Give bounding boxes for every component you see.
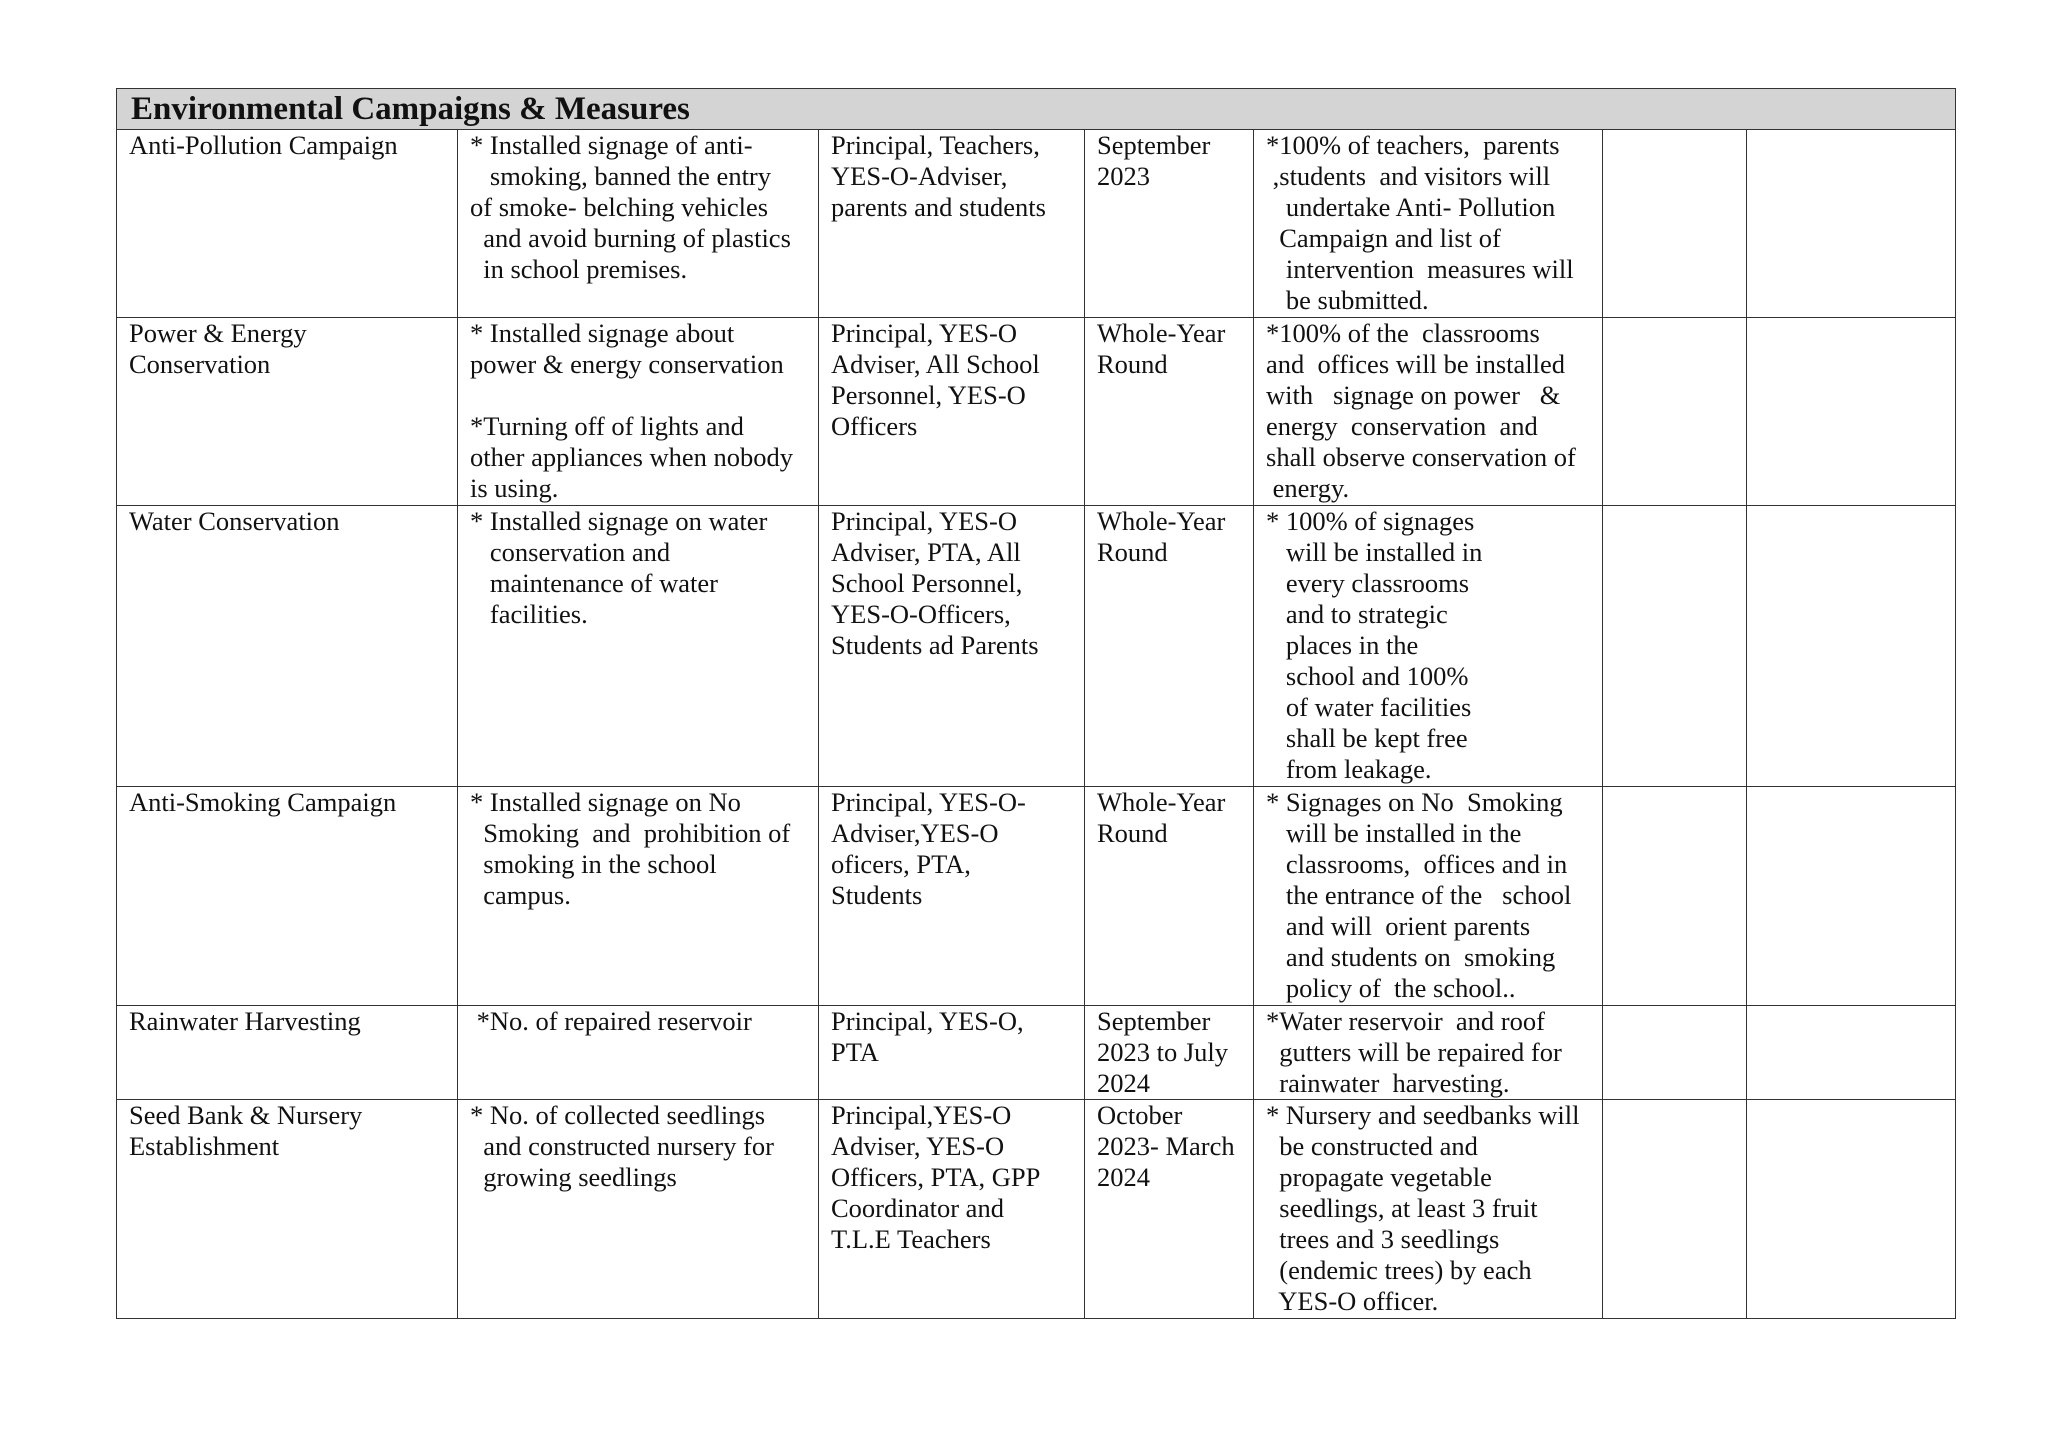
text-line: *No. of repaired reservoir — [470, 1006, 752, 1036]
empty-cell — [1747, 1100, 1956, 1319]
target-text — [1254, 506, 1602, 785]
persons-cell — [819, 1100, 1085, 1319]
table-row — [117, 1006, 1956, 1100]
target-cell — [1254, 506, 1603, 787]
text-line: Adviser, PTA, All — [831, 537, 1021, 567]
persons-text — [819, 130, 1084, 223]
text-line: shall be kept free — [1266, 723, 1468, 753]
activity-text — [117, 130, 457, 161]
text-line: rainwater harvesting. — [1266, 1068, 1510, 1098]
strategies-text — [458, 1100, 818, 1193]
text-line: * Installed signage on No — [470, 787, 741, 817]
strategies-text — [458, 130, 818, 285]
text-line: Rainwater Harvesting — [129, 1006, 361, 1036]
persons-text — [819, 1100, 1084, 1255]
text-line: October — [1097, 1100, 1183, 1130]
timeframe-cell — [1085, 506, 1254, 787]
timeframe-cell — [1085, 318, 1254, 506]
text-line: September — [1097, 1006, 1211, 1036]
strategies-text — [458, 318, 818, 504]
text-line: 2023 to July — [1097, 1037, 1229, 1067]
text-line: shall observe conservation of — [1266, 442, 1576, 472]
target-text — [1254, 787, 1602, 1004]
text-line: Students — [831, 880, 923, 910]
text-line — [470, 380, 808, 411]
text-line: Principal, Teachers, — [831, 130, 1040, 160]
text-line: from leakage. — [1266, 754, 1432, 784]
text-line: 2023- March — [1097, 1131, 1235, 1161]
text-line: Whole-Year — [1097, 506, 1226, 536]
text-line: parents and students — [831, 192, 1046, 222]
text-line: Students ad Parents — [831, 630, 1039, 660]
target-text — [1254, 1100, 1602, 1317]
table-row — [117, 318, 1956, 506]
empty-cell — [1603, 1100, 1747, 1319]
text-line: and constructed nursery for — [470, 1131, 774, 1161]
strategies-cell — [458, 1006, 819, 1100]
text-line: Water Conservation — [129, 506, 340, 536]
text-line: Establishment — [129, 1131, 280, 1161]
text-line: 2024 — [1097, 1068, 1150, 1098]
text-line: YES-O-Officers, — [831, 599, 1011, 629]
section-header-cell — [117, 89, 1956, 130]
text-line: trees and 3 seedlings — [1266, 1224, 1500, 1254]
timeframe-cell — [1085, 787, 1254, 1006]
activity-cell — [117, 787, 458, 1006]
text-line: be constructed and — [1266, 1131, 1478, 1161]
empty-cell — [1747, 787, 1956, 1006]
text-line: in school premises. — [470, 254, 688, 284]
persons-text — [819, 506, 1084, 661]
text-line: T.L.E Teachers — [831, 1224, 991, 1254]
activity-text — [117, 787, 457, 818]
text-line: policy of the school.. — [1266, 973, 1516, 1003]
persons-cell — [819, 130, 1085, 318]
timeframe-text — [1085, 506, 1253, 568]
text-line: and offices will be installed — [1266, 349, 1566, 379]
strategies-cell — [458, 318, 819, 506]
text-line: Personnel, YES-O — [831, 380, 1026, 410]
text-line: Adviser, YES-O — [831, 1131, 1005, 1161]
text-line: 2024 — [1097, 1162, 1150, 1192]
text-line: *Turning off of lights and — [470, 411, 744, 441]
text-line: Principal, YES-O, — [831, 1006, 1024, 1036]
text-line: school and 100% — [1266, 661, 1469, 691]
timeframe-text — [1085, 318, 1253, 380]
text-line: Whole-Year — [1097, 318, 1226, 348]
target-cell — [1254, 787, 1603, 1006]
text-line: September — [1097, 130, 1211, 160]
activity-text — [117, 1006, 457, 1037]
activity-cell — [117, 1100, 458, 1319]
target-text — [1254, 318, 1602, 504]
activity-cell — [117, 1006, 458, 1100]
text-line: * Installed signage of anti- — [470, 130, 753, 160]
text-line: facilities. — [470, 599, 588, 629]
strategies-cell — [458, 130, 819, 318]
text-line: with signage on power & — [1266, 380, 1561, 410]
text-line: other appliances when nobody — [470, 442, 794, 472]
campaigns-table — [116, 88, 1956, 1319]
text-line: Principal, YES-O — [831, 506, 1017, 536]
text-line: Round — [1097, 349, 1168, 379]
text-line: Principal,YES-O — [831, 1100, 1012, 1130]
text-line: energy conservation and — [1266, 411, 1538, 441]
strategies-text — [458, 506, 818, 630]
activity-cell — [117, 130, 458, 318]
persons-cell — [819, 1006, 1085, 1100]
text-line: gutters will be repaired for — [1266, 1037, 1562, 1067]
text-line: Whole-Year — [1097, 787, 1226, 817]
table-row — [117, 506, 1956, 787]
table-row — [117, 787, 1956, 1006]
empty-cell — [1747, 1006, 1956, 1100]
target-text — [1254, 130, 1602, 316]
text-line: Anti-Pollution Campaign — [129, 130, 398, 160]
text-line: * Signages on No Smoking — [1266, 787, 1563, 817]
text-line: smoking, banned the entry — [470, 161, 772, 191]
timeframe-cell — [1085, 130, 1254, 318]
section-header-row — [117, 89, 1956, 130]
text-line: power & energy conservation — [470, 349, 784, 379]
text-line: *100% of teachers, parents — [1266, 130, 1560, 160]
text-line: YES-O-Adviser, — [831, 161, 1008, 191]
text-line: PTA — [831, 1037, 879, 1067]
empty-cell — [1603, 506, 1747, 787]
strategies-text — [458, 1006, 818, 1037]
text-line: Conservation — [129, 349, 271, 379]
text-line: classrooms, offices and in — [1266, 849, 1568, 879]
text-line: oficers, PTA, — [831, 849, 971, 879]
timeframe-text — [1085, 1006, 1253, 1099]
text-line: and students on smoking — [1266, 942, 1556, 972]
empty-cell — [1603, 130, 1747, 318]
text-line: Anti-Smoking Campaign — [129, 787, 397, 817]
target-cell — [1254, 1100, 1603, 1319]
text-line: will be installed in — [1266, 537, 1483, 567]
activity-text — [117, 318, 457, 380]
text-line: is using. — [470, 473, 559, 503]
target-cell — [1254, 1006, 1603, 1100]
text-line: Principal, YES-O- — [831, 787, 1026, 817]
text-line: Round — [1097, 818, 1168, 848]
text-line: Principal, YES-O — [831, 318, 1017, 348]
persons-text — [819, 318, 1084, 442]
text-line: Smoking and prohibition of — [470, 818, 791, 848]
persons-text — [819, 787, 1084, 911]
text-line: propagate vegetable — [1266, 1162, 1492, 1192]
text-line: School Personnel, — [831, 568, 1023, 598]
text-line: campus. — [470, 880, 571, 910]
text-line: Campaign and list of — [1266, 223, 1501, 253]
text-line: of water facilities — [1266, 692, 1472, 722]
empty-cell — [1603, 318, 1747, 506]
persons-cell — [819, 787, 1085, 1006]
text-line: Seed Bank & Nursery — [129, 1100, 363, 1130]
activity-cell — [117, 318, 458, 506]
text-line: maintenance of water — [470, 568, 718, 598]
text-line: and avoid burning of plastics — [470, 223, 791, 253]
text-line: ,students and visitors will — [1266, 161, 1551, 191]
activity-text — [117, 1100, 457, 1162]
target-cell — [1254, 318, 1603, 506]
section-title: Environmental Campaigns & Measures — [131, 91, 690, 127]
strategies-cell — [458, 506, 819, 787]
text-line: intervention measures will — [1266, 254, 1574, 284]
strategies-cell — [458, 787, 819, 1006]
timeframe-cell — [1085, 1100, 1254, 1319]
text-line: and will orient parents — [1266, 911, 1531, 941]
text-line: * Installed signage on water — [470, 506, 768, 536]
timeframe-text — [1085, 787, 1253, 849]
text-line: Officers, PTA, GPP — [831, 1162, 1041, 1192]
timeframe-text — [1085, 1100, 1253, 1193]
text-line: * No. of collected seedlings — [470, 1100, 766, 1130]
text-line: conservation and — [470, 537, 671, 567]
text-line: YES-O officer. — [1266, 1286, 1439, 1316]
text-line: undertake Anti- Pollution — [1266, 192, 1556, 222]
text-line: and to strategic — [1266, 599, 1448, 629]
persons-cell — [819, 318, 1085, 506]
text-line: * 100% of signages — [1266, 506, 1475, 536]
text-line: Officers — [831, 411, 918, 441]
persons-cell — [819, 506, 1085, 787]
text-line: Power & Energy — [129, 318, 307, 348]
text-line: *100% of the classrooms — [1266, 318, 1540, 348]
empty-cell — [1603, 787, 1747, 1006]
text-line: Coordinator and — [831, 1193, 1004, 1223]
timeframe-cell — [1085, 1006, 1254, 1100]
text-line: every classrooms — [1266, 568, 1470, 598]
target-text — [1254, 1006, 1602, 1099]
text-line: will be installed in the — [1266, 818, 1522, 848]
activity-cell — [117, 506, 458, 787]
text-line: of smoke- belching vehicles — [470, 192, 769, 222]
table-row — [117, 130, 1956, 318]
text-line: Adviser,YES-O — [831, 818, 999, 848]
strategies-text — [458, 787, 818, 911]
persons-text — [819, 1006, 1084, 1068]
empty-cell — [1747, 130, 1956, 318]
empty-cell — [1747, 506, 1956, 787]
text-line: (endemic trees) by each — [1266, 1255, 1532, 1285]
strategies-cell — [458, 1100, 819, 1319]
text-line: growing seedlings — [470, 1162, 677, 1192]
text-line: energy. — [1266, 473, 1350, 503]
text-line: the entrance of the school — [1266, 880, 1572, 910]
timeframe-text — [1085, 130, 1253, 192]
text-line: *Water reservoir and roof — [1266, 1006, 1545, 1036]
text-line: Adviser, All School — [831, 349, 1040, 379]
text-line: * Nursery and seedbanks will — [1266, 1100, 1580, 1130]
text-line: smoking in the school — [470, 849, 717, 879]
table-row — [117, 1100, 1956, 1319]
text-line: Round — [1097, 537, 1168, 567]
empty-cell — [1747, 318, 1956, 506]
text-line: places in the — [1266, 630, 1419, 660]
text-line: * Installed signage about — [470, 318, 735, 348]
target-cell — [1254, 130, 1603, 318]
activity-text — [117, 506, 457, 537]
empty-cell — [1603, 1006, 1747, 1100]
text-line: be submitted. — [1266, 285, 1429, 315]
text-line: seedlings, at least 3 fruit — [1266, 1193, 1538, 1223]
text-line: 2023 — [1097, 161, 1150, 191]
